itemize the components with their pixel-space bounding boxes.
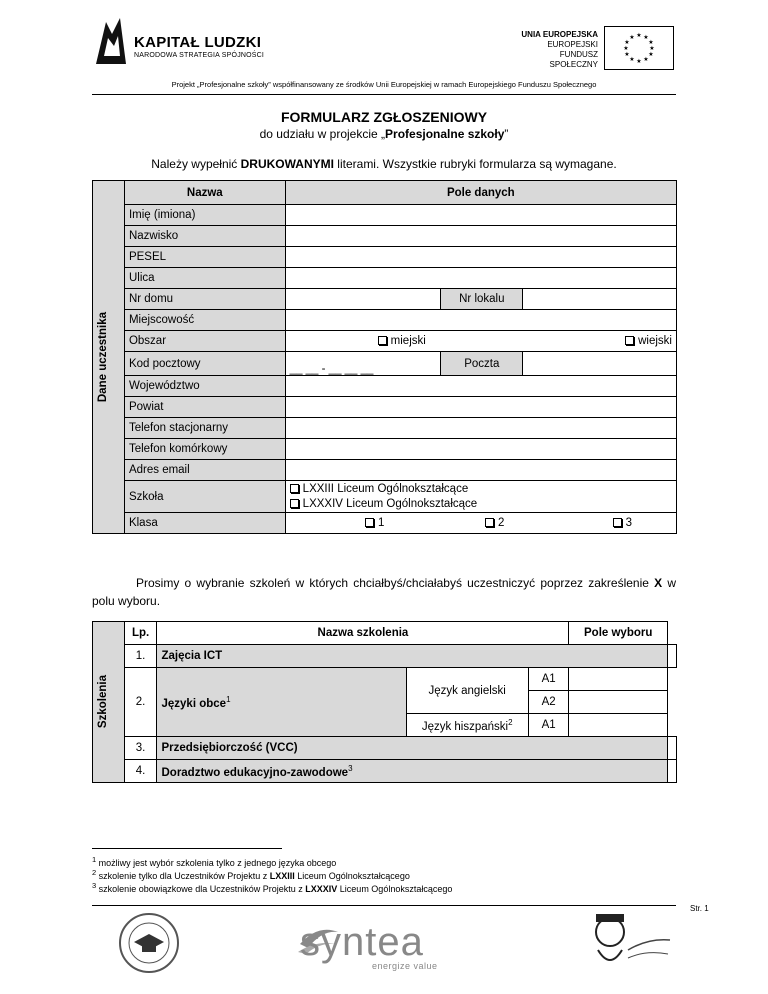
- city-field[interactable]: [285, 310, 676, 331]
- checkbox-icon: [365, 518, 374, 527]
- ue-line2: EUROPEJSKI: [547, 40, 598, 49]
- svg-text:★: ★: [643, 34, 649, 41]
- svg-text:★: ★: [629, 34, 635, 41]
- first-name-label: Imię (imiona): [124, 205, 285, 226]
- school-label: Szkoła: [124, 481, 285, 513]
- english-a1-choice[interactable]: [569, 668, 668, 691]
- trainings-side-label: Szkolenia: [93, 622, 125, 783]
- col-name-header: Nazwa: [124, 181, 285, 205]
- school-opt1-checkbox[interactable]: LXXIII Liceum Ogólnokształcące: [290, 482, 672, 497]
- pesel-field[interactable]: [285, 247, 676, 268]
- syntea-logo: syntea: [300, 920, 424, 964]
- page-number: Str. 1: [690, 904, 709, 913]
- participant-side-label: Dane uczestnika: [93, 181, 125, 534]
- class-options: [285, 513, 676, 534]
- kapital-ludzki-emblem-icon: [92, 16, 130, 66]
- svg-text:★: ★: [648, 51, 654, 58]
- school-opt2-checkbox[interactable]: LXXXIV Liceum Ogólnokształcące: [290, 497, 672, 512]
- profesjonalne-szkoly-logo-icon: [118, 912, 180, 974]
- kapital-ludzki-logo: [92, 16, 292, 72]
- footnote-divider: [92, 848, 282, 849]
- form-subtitle: do udziału w projekcie „Profesjonalne szkoły”: [259, 127, 509, 141]
- lang-spanish: Język hiszpański$^2$: [406, 714, 528, 737]
- checkbox-icon: [290, 484, 299, 493]
- postal-code-label: Kod pocztowy: [124, 352, 285, 376]
- row2-lp: 2.: [124, 668, 157, 737]
- project-line: Projekt „Profesjonalne szkoły” współfinansowany ze środków Unii Europejskiej w ramach Europejskiego Funduszu Społecznego: [171, 80, 597, 89]
- ue-text: [512, 30, 598, 70]
- lp-header: Lp.: [124, 622, 157, 645]
- footnote-3: $^3$ szkolenie obowiązkowe dla Uczestników Projektu z LXXXIV Liceum Ogólnokształcącego: [92, 881, 453, 894]
- school-options: [285, 481, 676, 513]
- ue-line1: UNIA EUROPEJSKA: [521, 30, 598, 39]
- checkbox-icon: [485, 518, 494, 527]
- english-a2-choice[interactable]: [569, 691, 668, 714]
- training-name-header: Nazwa szkolenia: [157, 622, 569, 645]
- kl-subtitle: NARODOWA STRATEGIA SPÓJNOŚCI: [134, 52, 265, 59]
- school-mascot-logo-icon: [588, 910, 674, 976]
- level-a1: A1: [528, 668, 568, 691]
- level-a1-spanish: A1: [528, 714, 568, 737]
- mobile-field[interactable]: [285, 439, 676, 460]
- flat-no-label: Nr lokalu: [441, 289, 523, 310]
- area-options: [285, 331, 676, 352]
- syntea-tagline: energize value: [372, 961, 438, 971]
- kl-title: KAPITAŁ LUDZKI: [134, 34, 262, 51]
- row4-lp: 4.: [124, 760, 157, 783]
- checkbox-icon: [290, 499, 299, 508]
- row3-name: Przedsiębiorczość (VCC): [157, 737, 668, 760]
- last-name-field[interactable]: [285, 226, 676, 247]
- svg-text:★: ★: [636, 58, 642, 65]
- row3-choice[interactable]: [668, 737, 677, 760]
- svg-text:★: ★: [624, 39, 630, 46]
- svg-text:★: ★: [623, 45, 629, 52]
- flat-no-field[interactable]: [523, 289, 677, 310]
- voivodeship-label: Województwo: [124, 376, 285, 397]
- class-opt3-checkbox[interactable]: 3: [613, 517, 632, 529]
- col-data-header: Pole danych: [285, 181, 676, 205]
- area-label: Obszar: [124, 331, 285, 352]
- house-no-field[interactable]: [285, 289, 441, 310]
- first-name-field[interactable]: [285, 205, 676, 226]
- landline-label: Telefon stacjonarny: [124, 418, 285, 439]
- svg-text:★: ★: [648, 39, 654, 46]
- trainings-table: [92, 621, 677, 783]
- checkbox-icon: [378, 336, 387, 345]
- class-label: Klasa: [124, 513, 285, 534]
- header-divider: [92, 94, 676, 95]
- spanish-a1-choice[interactable]: [569, 714, 668, 737]
- postal-code-field[interactable]: __ __ - __ __ __: [285, 352, 441, 376]
- row1-name: Zajęcia ICT: [157, 645, 668, 668]
- form-title: FORMULARZ ZGŁOSZENIOWY: [280, 109, 488, 125]
- class-opt1-checkbox[interactable]: 1: [290, 517, 460, 529]
- row2-name: Języki obce$^1$: [157, 668, 406, 737]
- city-label: Miejscowość: [124, 310, 285, 331]
- svg-text:★: ★: [624, 51, 630, 58]
- street-label: Ulica: [124, 268, 285, 289]
- svg-text:★: ★: [649, 45, 655, 52]
- row1-choice[interactable]: [668, 645, 677, 668]
- voivodeship-field[interactable]: [285, 376, 676, 397]
- class-opt2-checkbox[interactable]: 2: [460, 517, 530, 529]
- area-urban-checkbox[interactable]: miejski: [378, 335, 426, 347]
- area-rural-checkbox[interactable]: wiejski: [625, 335, 672, 347]
- post-office-field[interactable]: [523, 352, 677, 376]
- pesel-label: PESEL: [124, 247, 285, 268]
- eu-flag-icon: [604, 26, 674, 70]
- footnote-2: $^2$ szkolenie tylko dla Uczestników Projektu z LXXIII Liceum Ogólnokształcącego: [92, 868, 410, 881]
- landline-field[interactable]: [285, 418, 676, 439]
- email-label: Adres email: [124, 460, 285, 481]
- row4-choice[interactable]: [668, 760, 677, 783]
- checkbox-icon: [625, 336, 634, 345]
- instruction: Należy wypełnić DRUKOWANYMI literami. Wszystkie rubryki formularza są wymagane.: [151, 157, 617, 171]
- lang-english: Język angielski: [406, 668, 528, 714]
- post-office-label: Poczta: [441, 352, 523, 376]
- footer-divider: [92, 905, 676, 906]
- footnote-1: $^1$ możliwy jest wybór szkolenia tylko z jednego języka obcego: [92, 855, 337, 868]
- row3-lp: 3.: [124, 737, 157, 760]
- house-no-label: Nr domu: [124, 289, 285, 310]
- svg-text:★: ★: [629, 56, 635, 63]
- last-name-label: Nazwisko: [124, 226, 285, 247]
- level-a2: A2: [528, 691, 568, 714]
- row4-name: Doradztwo edukacyjno-zawodowe$^3$: [157, 760, 668, 783]
- svg-text:★: ★: [643, 56, 649, 63]
- county-field[interactable]: [285, 397, 676, 418]
- mobile-label: Telefon komórkowy: [124, 439, 285, 460]
- ue-line3: FUNDUSZ SPOŁECZNY: [549, 50, 598, 69]
- county-label: Powiat: [124, 397, 285, 418]
- participant-table: [92, 180, 677, 534]
- svg-text:★: ★: [636, 32, 642, 39]
- checkbox-icon: [613, 518, 622, 527]
- row1-lp: 1.: [124, 645, 157, 668]
- training-instruction: Prosimy o wybranie szkoleń w których chciałbyś/chciałabyś uczestniczyć poprzez zakreślenie X w polu wyboru.: [92, 576, 676, 608]
- email-field[interactable]: [285, 460, 676, 481]
- street-field[interactable]: [285, 268, 676, 289]
- choice-header: Pole wyboru: [569, 622, 668, 645]
